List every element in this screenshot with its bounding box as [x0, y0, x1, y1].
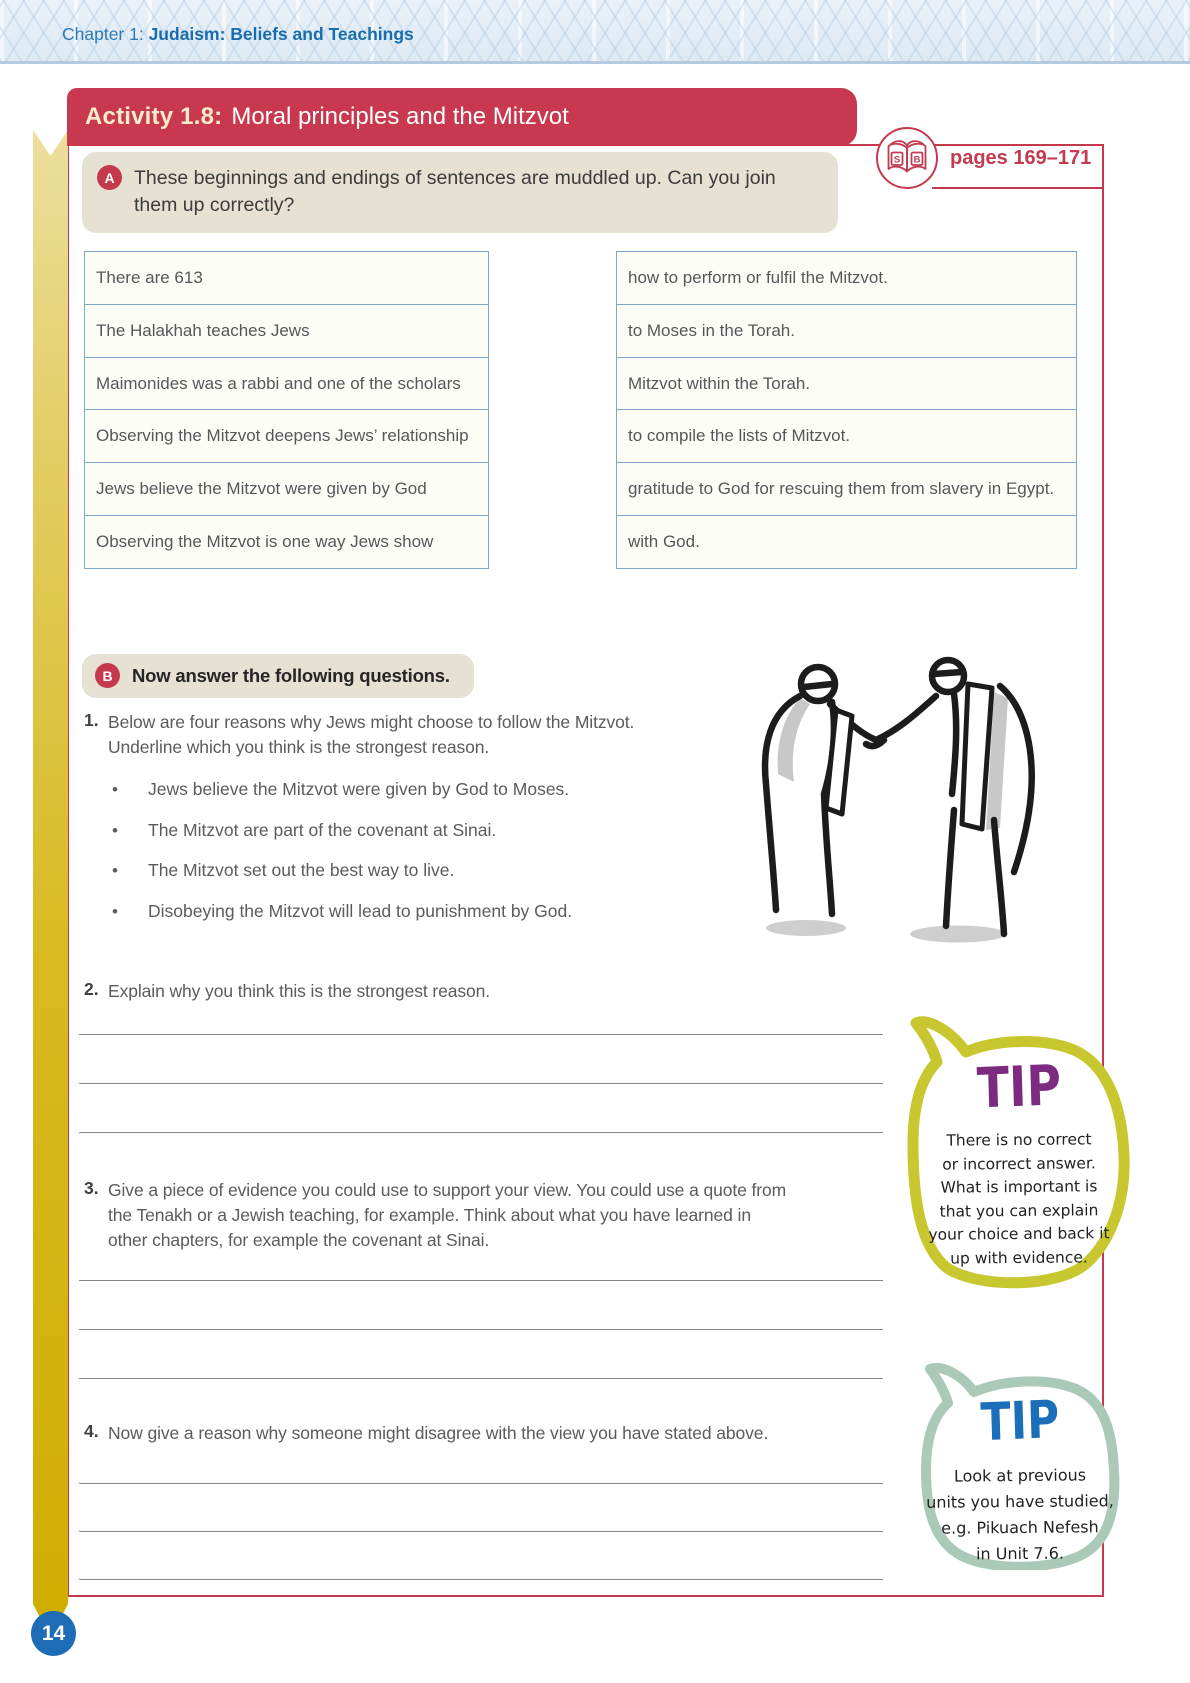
- sentence-beginning-box[interactable]: Jews believe the Mitzvot were given by God: [84, 462, 489, 516]
- question-4: [84, 1421, 904, 1446]
- tip-title: TIP: [979, 1389, 1061, 1454]
- sentence-ending-box[interactable]: to compile the lists of Mitzvot.: [616, 409, 1077, 463]
- page-number-badge: 14: [31, 1611, 76, 1656]
- question-2-number: 2.: [84, 979, 99, 999]
- sentence-beginnings-column: [84, 251, 489, 569]
- tip-bubble-1: [902, 1012, 1136, 1290]
- svg-text:B: B: [913, 154, 921, 166]
- student-book-icon: [884, 138, 930, 178]
- answer-line[interactable]: [79, 1531, 883, 1532]
- question-2: [84, 979, 884, 1004]
- question-3-text: Give a piece of evidence you could use to support your view. You could use a quote from the Tenakh or a Jewish teaching, for example. Think about what you have learned in other chapters, for example the covenant at Sinai.: [108, 1180, 787, 1250]
- sentence-beginning-box[interactable]: The Halakhah teaches Jews: [84, 304, 489, 358]
- mitzvot-reason-option[interactable]: • Jews believe the Mitzvot were given by God to Moses.: [112, 779, 570, 799]
- section-b-instruction: [82, 654, 474, 698]
- section-a-badge: A: [97, 165, 122, 190]
- sentence-ending-box[interactable]: with God.: [616, 515, 1077, 569]
- activity-title: Moral principles and the Mitzvot: [231, 103, 569, 130]
- gold-ribbon-accent: [33, 130, 68, 1638]
- answer-line[interactable]: [79, 1579, 883, 1580]
- section-b-badge: B: [95, 663, 120, 688]
- sentence-beginning-box[interactable]: Observing the Mitzvot deepens Jews’ relationship: [84, 409, 489, 463]
- pages-reference: pages 169–171: [950, 147, 1092, 169]
- answer-line[interactable]: [79, 1378, 883, 1379]
- answer-line[interactable]: [79, 1280, 883, 1281]
- sentence-ending-box[interactable]: how to perform or fulfil the Mitzvot.: [616, 251, 1077, 305]
- tip-text: There is no correct or incorrect answer. What is important is that you can explain your choice and back it up with evidence.: [928, 1130, 1110, 1268]
- tip-title: TIP: [976, 1053, 1062, 1122]
- handshake-illustration: [746, 642, 1042, 944]
- question-4-text: Now give a reason why someone might disagree with the view you have stated above.: [108, 1423, 769, 1443]
- tip-text: Look at previous units you have studied, e.g. Pikuach Nefesh in Unit 7.6.: [926, 1465, 1114, 1564]
- sentence-ending-box[interactable]: to Moses in the Torah.: [616, 304, 1077, 358]
- sentence-beginning-box[interactable]: Maimonides was a rabbi and one of the scholars: [84, 357, 489, 411]
- section-b-text: Now answer the following questions.: [132, 664, 450, 686]
- mitzvot-reason-option[interactable]: • Disobeying the Mitzvot will lead to punishment by God.: [112, 900, 573, 921]
- answer-line[interactable]: [79, 1483, 883, 1484]
- question-3: [84, 1178, 792, 1253]
- chapter-number: Chapter 1:: [62, 24, 149, 44]
- question-1-number: 1.: [84, 710, 99, 730]
- question-3-number: 3.: [84, 1178, 99, 1198]
- activity-banner: [67, 88, 857, 146]
- student-book-badge: [876, 127, 938, 189]
- sentence-beginning-box[interactable]: There are 613: [84, 251, 489, 305]
- sentence-ending-box[interactable]: Mitzvot within the Torah.: [616, 357, 1077, 411]
- answer-line[interactable]: [79, 1132, 883, 1133]
- svg-text:S: S: [893, 154, 901, 166]
- question-4-number: 4.: [84, 1421, 99, 1441]
- section-a-text: These beginnings and endings of sentences are muddled up. Can you join them up correctly?: [134, 167, 776, 216]
- activity-number-label: Activity 1.8:: [85, 103, 223, 130]
- sentence-beginning-box[interactable]: Observing the Mitzvot is one way Jews show: [84, 515, 489, 569]
- bullet-icon: •: [112, 901, 118, 921]
- mitzvot-reason-option[interactable]: • The Mitzvot are part of the covenant at Sinai.: [112, 819, 497, 840]
- question-1: [84, 710, 662, 760]
- answer-line[interactable]: [79, 1329, 883, 1330]
- chapter-heading: [62, 24, 414, 45]
- bullet-icon: •: [112, 780, 118, 799]
- answer-line[interactable]: [79, 1083, 883, 1084]
- tip-bubble-2: [916, 1358, 1124, 1570]
- sentence-ending-box[interactable]: gratitude to God for rescuing them from slavery in Egypt.: [616, 462, 1077, 516]
- section-a-instruction: [82, 152, 838, 233]
- two-people-handshake-sketch: [746, 642, 1042, 944]
- question-2-text: Explain why you think this is the strongest reason.: [108, 981, 491, 1001]
- question-1-options: [112, 779, 572, 941]
- bullet-icon: •: [112, 820, 118, 840]
- mitzvot-reason-option[interactable]: • The Mitzvot set out the best way to live.: [112, 860, 455, 880]
- chapter-title: Judaism: Beliefs and Teachings: [148, 24, 414, 44]
- bullet-icon: •: [112, 861, 118, 880]
- chapter-header-band: [0, 0, 1190, 64]
- answer-line[interactable]: [79, 1034, 883, 1035]
- pages-tab-underline: [932, 187, 1104, 189]
- question-1-text: Below are four reasons why Jews might choose to follow the Mitzvot. Underline which you think is the strongest reason.: [108, 712, 635, 757]
- sentence-endings-column: [616, 251, 1077, 569]
